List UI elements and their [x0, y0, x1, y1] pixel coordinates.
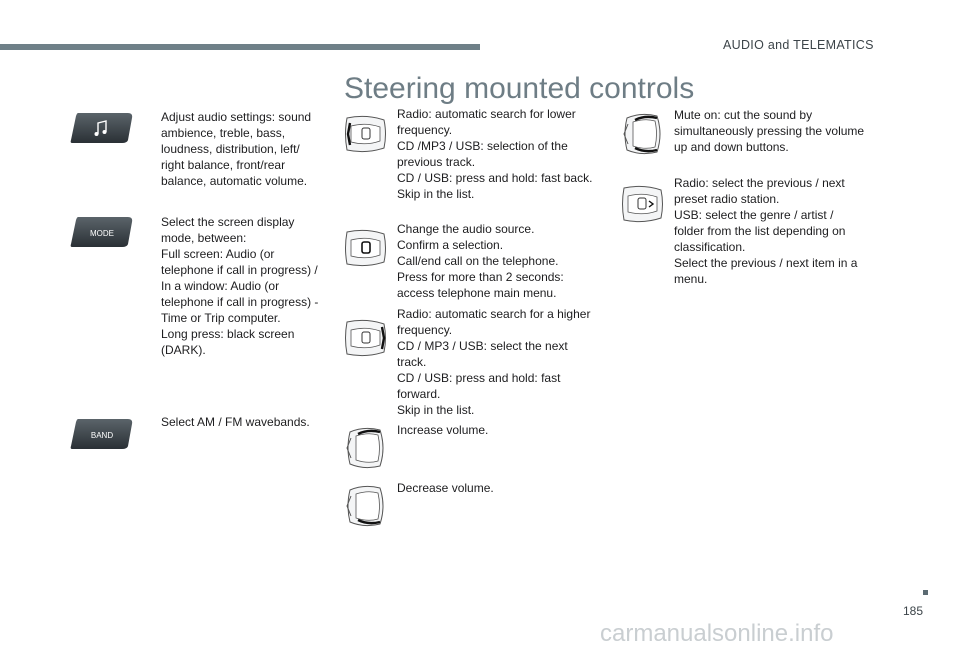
watermark: carmanualsonline.info — [600, 620, 834, 647]
band-button-label: BAND — [90, 431, 114, 440]
mode-button-label: MODE — [90, 229, 114, 238]
seek-down-text: Radio: automatic search for lower frequency. CD /MP3 / USB: selection of the previous track. CD / USB: press and hold: fast back. Skip in the list. — [397, 107, 593, 201]
volume-up-text: Increase volume. — [397, 423, 489, 437]
page-number: 185 — [903, 604, 924, 618]
mode-text: Select the screen display mode, between: Full screen: Audio (or telephone if call in progress) / In a window: Audio (or telephone if call in progress) - Time or Trip computer. Long press: black screen (DARK). — [161, 215, 319, 357]
mute-control-icon — [621, 110, 665, 158]
volume-down-text: Decrease volume. — [397, 481, 494, 495]
mode-button — [70, 216, 134, 253]
page-marker — [923, 590, 928, 595]
page-title: Steering mounted controls — [344, 72, 695, 105]
section-title: AUDIO and TELEMATICS — [723, 38, 874, 52]
source-text: Change the audio source. Confirm a selection. Call/end call on the telephone. Press for more than 2 seconds: access telephone main menu. — [397, 222, 564, 300]
volume-up-control-icon — [344, 424, 388, 472]
preset-text: Radio: select the previous / next preset radio station. USB: select the genre / artist / folder from the list depending on classification. Select the previous / next item in a menu. — [674, 176, 858, 286]
band-text: Select AM / FM wavebands. — [161, 415, 310, 429]
audio-settings-text: Adjust audio settings: sound ambience, treble, bass, loudness, distribution, left/ right balance, front/rear balance, automatic volume. — [161, 110, 312, 188]
band-button — [70, 418, 134, 455]
source-control-icon — [344, 228, 388, 268]
preset-control-icon — [621, 184, 665, 224]
header-bar — [0, 44, 480, 50]
seek-up-text: Radio: automatic search for a higher frequency. CD / MP3 / USB: select the next track. CD / USB: press and hold: fast forward. Skip in the list. — [397, 307, 591, 417]
seek-up-control-icon — [344, 318, 388, 358]
audio-settings-button — [70, 112, 134, 149]
volume-down-control-icon — [344, 482, 388, 530]
mute-text: Mute on: cut the sound by simultaneously pressing the volume up and down buttons. — [674, 108, 865, 154]
seek-down-control-icon — [344, 114, 388, 154]
